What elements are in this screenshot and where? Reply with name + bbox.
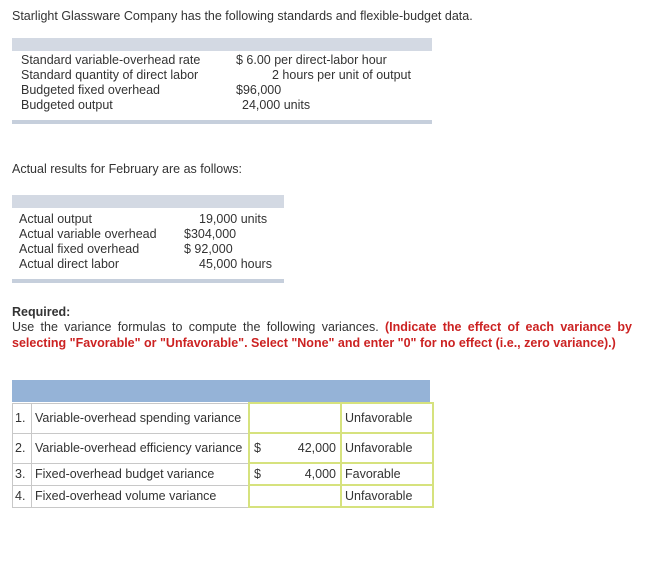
actual-label: Actual output — [19, 212, 92, 226]
variance-label: Fixed-overhead budget variance — [32, 463, 250, 485]
required-instructions — [12, 320, 632, 351]
variance-answer-table — [12, 402, 434, 508]
variance-label: Variable-overhead efficiency variance — [32, 433, 250, 463]
standard-value: $96,000 — [236, 83, 282, 97]
amount-value: 42,000 — [297, 441, 336, 455]
standard-value: $ 6.00 per direct-labor hour — [236, 53, 387, 67]
variance-effect-select[interactable]: Favorable — [341, 463, 433, 485]
actual-value: $ 92,000 — [184, 242, 233, 256]
table-row — [13, 403, 434, 433]
currency-symbol: $ — [254, 467, 261, 481]
variance-label: Variable-overhead spending variance — [32, 403, 250, 433]
table-row — [13, 463, 434, 485]
actual-value: 45,000 hours — [199, 257, 272, 271]
row-number: 3. — [13, 463, 32, 485]
variance-amount-input[interactable] — [249, 485, 341, 507]
actuals-box-top-bar — [12, 195, 284, 208]
row-number: 2. — [13, 433, 32, 463]
standard-value: 2 hours per unit of output — [272, 68, 411, 82]
variance-amount-input[interactable] — [249, 463, 341, 485]
problem-intro: Starlight Glassware Company has the following standards and flexible-budget data. — [12, 9, 473, 23]
variance-effect-select[interactable]: Unfavorable — [341, 485, 433, 507]
actual-label: Actual variable overhead — [19, 227, 157, 241]
amount-value: 4,000 — [304, 467, 336, 481]
actual-value: 19,000 units — [199, 212, 268, 226]
actual-value: $304,000 — [184, 227, 237, 241]
required-instruction-note: (Indicate the effect of each variance by selecting "Favorable" or "Unfavorable". Select "None" and enter "0" for no effect (i.e., zero variance).) — [12, 320, 632, 350]
actual-label: Actual fixed overhead — [19, 242, 140, 256]
row-number: 1. — [13, 403, 32, 433]
standard-label: Standard quantity of direct labor — [21, 68, 199, 82]
standards-box-top-bar — [12, 38, 432, 51]
standard-value: 24,000 units — [242, 98, 311, 112]
row-number: 4. — [13, 485, 32, 507]
required-heading: Required: — [12, 305, 71, 319]
standard-label: Budgeted output — [21, 98, 113, 112]
required-text: Use the variance formulas to compute the following variances. — [12, 320, 379, 334]
variance-effect-select[interactable]: Unfavorable — [341, 403, 433, 433]
standard-label: Budgeted fixed overhead — [21, 83, 160, 97]
answer-table-header — [12, 380, 430, 402]
standards-box-bottom-bar — [12, 120, 432, 124]
variance-amount-input[interactable] — [249, 433, 341, 463]
standard-label: Standard variable-overhead rate — [21, 53, 201, 67]
currency-symbol: $ — [254, 441, 261, 455]
table-row — [13, 433, 434, 463]
variance-label: Fixed-overhead volume variance — [32, 485, 250, 507]
actual-results-intro: Actual results for February are as follows: — [12, 162, 242, 176]
variance-effect-select[interactable]: Unfavorable — [341, 433, 433, 463]
actual-label: Actual direct labor — [19, 257, 120, 271]
actuals-box-bottom-bar — [12, 279, 284, 283]
table-row — [13, 485, 434, 507]
variance-amount-input[interactable] — [249, 403, 341, 433]
